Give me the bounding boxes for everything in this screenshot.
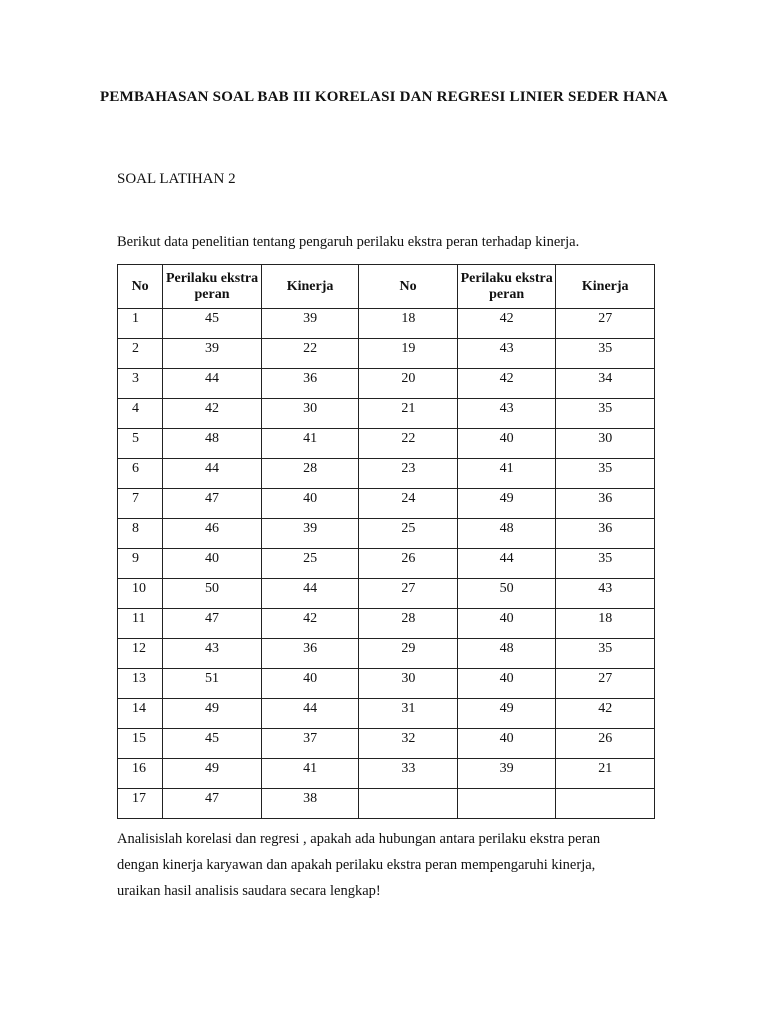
title-line-1: PEMBAHASAN SOAL BAB III KORELASI DAN REGRESI LINIER SEDER HANA xyxy=(100,89,668,105)
cell-kinerja: 22 xyxy=(261,339,359,369)
cell-no-2: 31 xyxy=(359,699,458,729)
cell-perilaku: 51 xyxy=(163,669,262,699)
cell-no-2: 26 xyxy=(359,549,458,579)
table-row xyxy=(118,759,655,789)
cell-perilaku-2: 40 xyxy=(457,609,556,639)
cell-no: 7 xyxy=(118,489,163,519)
table-row xyxy=(118,489,655,519)
intro-paragraph: Berikut data penelitian tentang pengaruh perilaku ekstra peran terhadap kinerja. xyxy=(117,234,580,250)
cell-kinerja: 41 xyxy=(261,759,359,789)
table-row xyxy=(118,669,655,699)
cell-kinerja: 42 xyxy=(261,609,359,639)
table-row xyxy=(118,609,655,639)
header-no-2: No xyxy=(359,265,458,309)
cell-kinerja: 38 xyxy=(261,789,359,819)
cell-perilaku-2: 49 xyxy=(457,699,556,729)
cell-perilaku-2: 44 xyxy=(457,549,556,579)
cell-perilaku-2: 43 xyxy=(457,339,556,369)
cell-kinerja: 30 xyxy=(261,399,359,429)
cell-perilaku: 43 xyxy=(163,639,262,669)
cell-perilaku-2: 42 xyxy=(457,309,556,339)
cell-perilaku-2: 41 xyxy=(457,459,556,489)
cell-perilaku: 44 xyxy=(163,369,262,399)
cell-perilaku: 45 xyxy=(163,729,262,759)
cell-no-2: 18 xyxy=(359,309,458,339)
cell-perilaku-2: 43 xyxy=(457,399,556,429)
cell-no: 16 xyxy=(118,759,163,789)
cell-perilaku-2: 40 xyxy=(457,729,556,759)
cell-no: 17 xyxy=(118,789,163,819)
cell-kinerja-2: 43 xyxy=(556,579,655,609)
cell-perilaku: 45 xyxy=(163,309,262,339)
question-line: dengan kinerja karyawan dan apakah perilaku ekstra peran mempengaruhi kinerja, xyxy=(117,857,596,873)
cell-no-2: 24 xyxy=(359,489,458,519)
cell-perilaku: 44 xyxy=(163,459,262,489)
cell-no: 13 xyxy=(118,669,163,699)
cell-no: 15 xyxy=(118,729,163,759)
table-row xyxy=(118,459,655,489)
cell-no: 1 xyxy=(118,309,163,339)
cell-no: 2 xyxy=(118,339,163,369)
table-row xyxy=(118,369,655,399)
cell-perilaku: 47 xyxy=(163,609,262,639)
table-row xyxy=(118,339,655,369)
cell-kinerja: 39 xyxy=(261,309,359,339)
cell-kinerja: 36 xyxy=(261,369,359,399)
section-heading: SOAL LATIHAN 2 xyxy=(117,171,236,187)
cell-no: 8 xyxy=(118,519,163,549)
cell-perilaku-2 xyxy=(457,789,556,819)
cell-no-2: 30 xyxy=(359,669,458,699)
table-row xyxy=(118,699,655,729)
header-perilaku: Perilaku ekstra peran xyxy=(163,265,262,309)
cell-no: 9 xyxy=(118,549,163,579)
cell-kinerja-2: 30 xyxy=(556,429,655,459)
cell-no-2: 25 xyxy=(359,519,458,549)
cell-perilaku: 47 xyxy=(163,489,262,519)
cell-no-2 xyxy=(359,789,458,819)
cell-no: 14 xyxy=(118,699,163,729)
table-row xyxy=(118,429,655,459)
question-paragraph xyxy=(117,826,657,904)
cell-perilaku: 39 xyxy=(163,339,262,369)
cell-perilaku-2: 42 xyxy=(457,369,556,399)
cell-perilaku: 48 xyxy=(163,429,262,459)
header-no: No xyxy=(118,265,163,309)
cell-no: 5 xyxy=(118,429,163,459)
cell-perilaku: 47 xyxy=(163,789,262,819)
table-row xyxy=(118,309,655,339)
cell-no: 3 xyxy=(118,369,163,399)
table-row xyxy=(118,639,655,669)
question-line: uraikan hasil analisis saudara secara lengkap! xyxy=(117,883,381,899)
header-perilaku-2: Perilaku ekstra peran xyxy=(457,265,556,309)
cell-perilaku-2: 48 xyxy=(457,639,556,669)
cell-kinerja-2: 26 xyxy=(556,729,655,759)
table-row xyxy=(118,729,655,759)
table-row xyxy=(118,519,655,549)
cell-no-2: 29 xyxy=(359,639,458,669)
table-header-row xyxy=(118,265,655,309)
cell-kinerja-2: 36 xyxy=(556,489,655,519)
header-kinerja-2: Kinerja xyxy=(556,265,655,309)
question-line: Analisislah korelasi dan regresi , apakah ada hubungan antara perilaku ekstra peran xyxy=(117,831,601,847)
cell-no: 11 xyxy=(118,609,163,639)
data-table xyxy=(117,264,655,819)
cell-no: 4 xyxy=(118,399,163,429)
cell-perilaku: 50 xyxy=(163,579,262,609)
cell-kinerja-2: 35 xyxy=(556,399,655,429)
cell-kinerja-2: 27 xyxy=(556,669,655,699)
cell-no: 12 xyxy=(118,639,163,669)
cell-kinerja-2: 21 xyxy=(556,759,655,789)
cell-perilaku-2: 50 xyxy=(457,579,556,609)
cell-kinerja: 39 xyxy=(261,519,359,549)
cell-perilaku: 49 xyxy=(163,699,262,729)
document-title xyxy=(100,87,668,107)
cell-kinerja-2 xyxy=(556,789,655,819)
cell-perilaku: 42 xyxy=(163,399,262,429)
cell-perilaku-2: 48 xyxy=(457,519,556,549)
cell-kinerja: 25 xyxy=(261,549,359,579)
cell-no-2: 32 xyxy=(359,729,458,759)
cell-no-2: 22 xyxy=(359,429,458,459)
cell-kinerja: 37 xyxy=(261,729,359,759)
cell-perilaku-2: 39 xyxy=(457,759,556,789)
cell-no-2: 28 xyxy=(359,609,458,639)
cell-kinerja: 36 xyxy=(261,639,359,669)
cell-perilaku: 40 xyxy=(163,549,262,579)
cell-kinerja: 40 xyxy=(261,669,359,699)
cell-kinerja: 44 xyxy=(261,579,359,609)
cell-no-2: 33 xyxy=(359,759,458,789)
cell-kinerja-2: 27 xyxy=(556,309,655,339)
table-row xyxy=(118,789,655,819)
cell-kinerja-2: 35 xyxy=(556,549,655,579)
cell-no-2: 23 xyxy=(359,459,458,489)
cell-no-2: 19 xyxy=(359,339,458,369)
cell-kinerja-2: 36 xyxy=(556,519,655,549)
cell-perilaku: 49 xyxy=(163,759,262,789)
cell-kinerja: 44 xyxy=(261,699,359,729)
cell-kinerja-2: 18 xyxy=(556,609,655,639)
cell-no: 6 xyxy=(118,459,163,489)
cell-kinerja-2: 35 xyxy=(556,339,655,369)
cell-kinerja: 40 xyxy=(261,489,359,519)
table-row xyxy=(118,549,655,579)
cell-no-2: 27 xyxy=(359,579,458,609)
cell-perilaku-2: 49 xyxy=(457,489,556,519)
cell-no-2: 21 xyxy=(359,399,458,429)
cell-kinerja-2: 35 xyxy=(556,459,655,489)
cell-perilaku-2: 40 xyxy=(457,669,556,699)
table-row xyxy=(118,399,655,429)
header-kinerja: Kinerja xyxy=(261,265,359,309)
cell-no: 10 xyxy=(118,579,163,609)
cell-kinerja-2: 34 xyxy=(556,369,655,399)
cell-kinerja-2: 35 xyxy=(556,639,655,669)
table-row xyxy=(118,579,655,609)
cell-kinerja-2: 42 xyxy=(556,699,655,729)
cell-kinerja: 28 xyxy=(261,459,359,489)
cell-kinerja: 41 xyxy=(261,429,359,459)
cell-perilaku: 46 xyxy=(163,519,262,549)
cell-perilaku-2: 40 xyxy=(457,429,556,459)
cell-no-2: 20 xyxy=(359,369,458,399)
table-body xyxy=(118,309,655,819)
